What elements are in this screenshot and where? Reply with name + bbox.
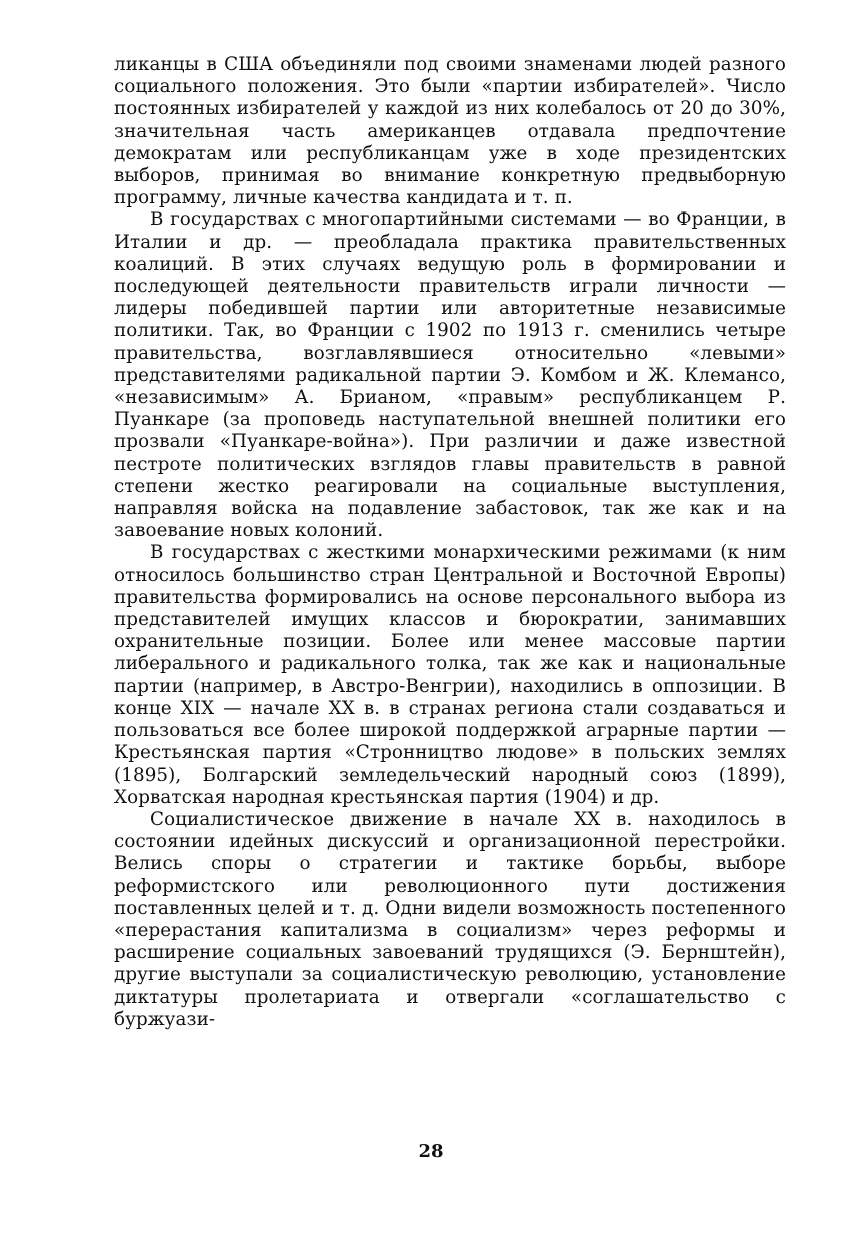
paragraph-1: ликанцы в США объединяли под своими знаменами людей разного социального положения. Это были «партии избирателей». Число постоянных избирателей у каждой из них колебалось от 20 до 30%, значительная часть американцев отдавала предпочтение демократам или республиканцам уже в ходе президентских выборов, принимая во внимание конкретную предвыборную программу, личные качества кандидата и т. п.	[114, 54, 786, 209]
page-number: 28	[418, 1141, 444, 1162]
page-body	[114, 54, 786, 1031]
paragraph-2: В государствах с многопартийными системами — во Франции, в Италии и др. — преобладала практика правительственных коалиций. В этих случаях ведущую роль в формировании и последующей деятельности правительств играли личности — лидеры победившей партии или авторитетные независимые политики. Так, во Франции с 1902 по 1913 г. сменились четыре правительства, возглавлявшиеся относительно «левыми» представителями радикальной партии Э. Комбом и Ж. Клемансо, «независимым» А. Брианом, «правым» республиканцем Р. Пуанкаре (за проповедь наступательной внешней политики его прозвали «Пуанкаре-война»). При различии и даже известной пестроте политических взглядов главы правительств в равной степени жестко реагировали на социальные выступления, направляя войска на подавление забастовок, так же как и на завоевание новых колоний.	[114, 209, 786, 542]
paragraph-3: В государствах с жесткими монархическими режимами (к ним относилось большинство стран Центральной и Восточной Европы) правительства формировались на основе персонального выбора из представителей имущих классов и бюрократии, занимавших охранительные позиции. Более или менее массовые партии либерального и радикального толка, так же как и национальные партии (например, в Австро-Венгрии), находились в оппозиции. В конце XIX — начале XX в. в странах региона стали создаваться и пользоваться все более широкой поддержкой аграрные партии — Крестьянская партия «Стронництво людове» в польских землях (1895), Болгарский земледельческий народный союз (1899), Хорватская народная крестьянская партия (1904) и др.	[114, 542, 786, 808]
paragraph-4: Социалистическое движение в начале XX в. находилось в состоянии идейных дискуссий и организационной перестройки. Велись споры о стратегии и тактике борьбы, выборе реформистского или революционного пути достижения поставленных целей и т. д. Одни видели возможность постепенного «перерастания капитализма в социализм» через реформы и расширение социальных завоеваний трудящихся (Э. Бернштейн), другие выступали за социалистическую революцию, установление диктатуры пролетариата и отвергали «соглашательство с буржуази-	[114, 808, 786, 1030]
